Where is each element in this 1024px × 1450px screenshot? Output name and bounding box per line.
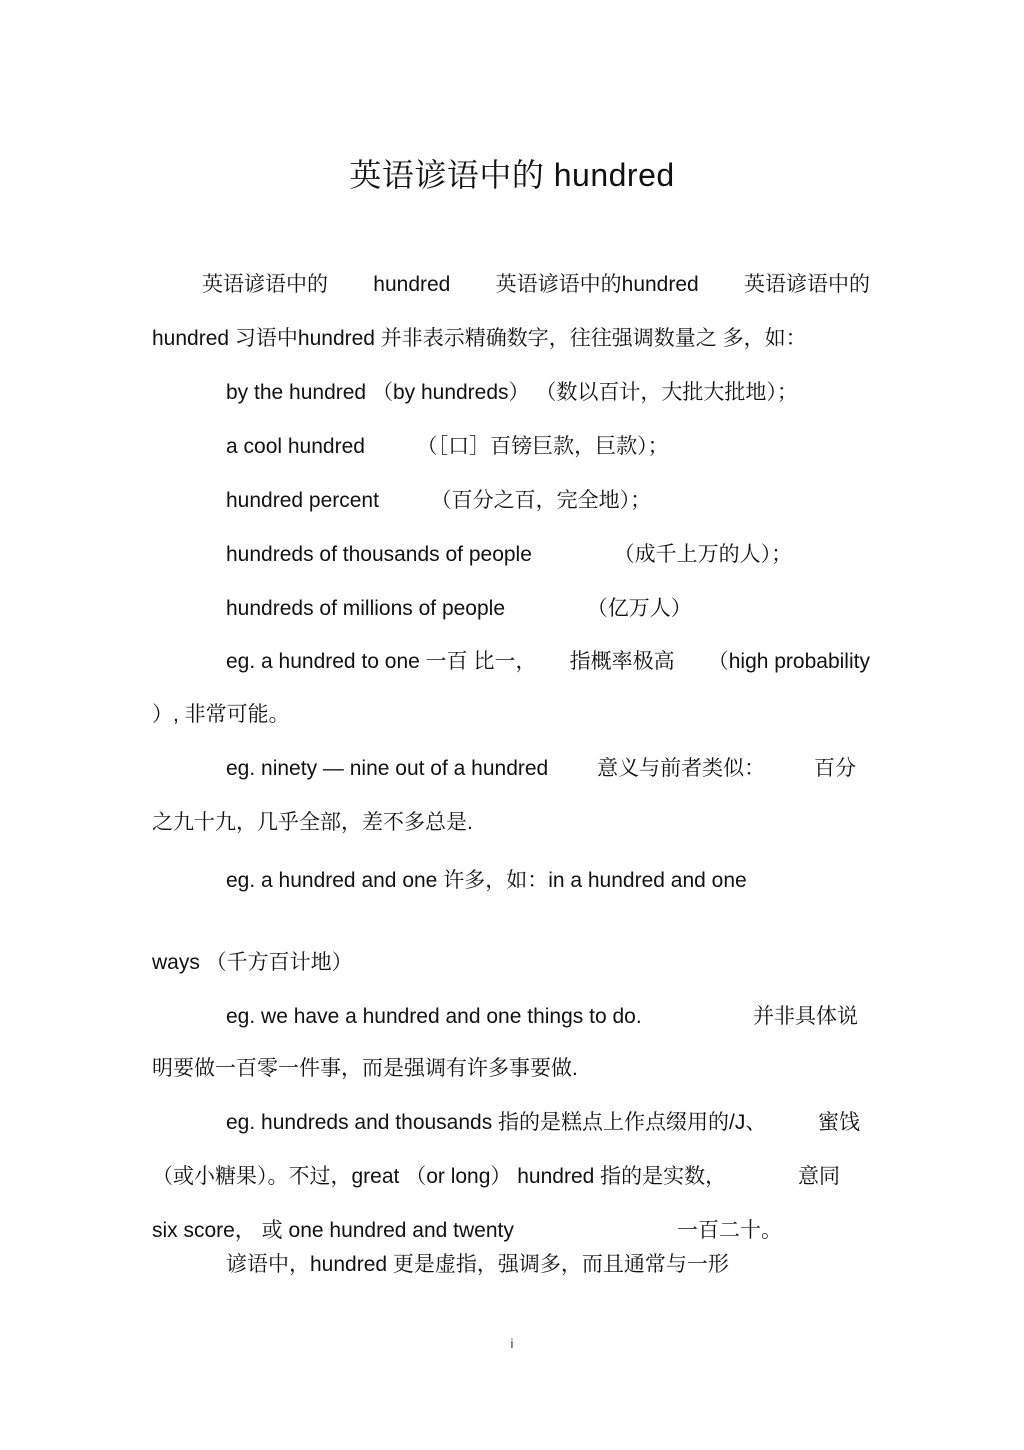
item-english: hundreds of millions of people (226, 597, 506, 620)
text-segment: 百分 (813, 757, 856, 780)
text-segment: six score， 或 one hundred and twenty (152, 1219, 514, 1242)
list-item (226, 382, 798, 403)
example-2-line-1 (226, 758, 856, 779)
example-5-line-3 (152, 1220, 782, 1241)
text-segment: 一百二十。 (677, 1219, 782, 1242)
text-segment: 英语谚语中的 (744, 273, 870, 296)
example-4-line-2: 明要做一百零一件事，而是强调有许多事要做. (152, 1057, 578, 1080)
text-segment: hundred (373, 273, 451, 296)
list-item (226, 436, 669, 457)
example-3-line-2: ways （千方百计地） (152, 951, 353, 974)
text-segment: eg. we have a hundred and one things to do. (226, 1005, 642, 1028)
example-1-line-1 (226, 651, 870, 672)
item-english: by the hundred （by hundreds） (226, 381, 530, 404)
example-5-line-4: 谚语中，hundred 更是虚指，强调多，而且通常与一形 (226, 1253, 729, 1276)
text-segment: 并非具体说 (753, 1005, 858, 1028)
text-segment: eg. ninety — nine out of a hundred (226, 757, 549, 780)
item-chinese: （亿万人） (586, 597, 692, 620)
example-2-line-2: 之九十九，几乎全部，差不多总是. (152, 811, 473, 834)
example-5-line-1 (226, 1112, 860, 1133)
item-english: a cool hundred (226, 435, 365, 458)
example-3-line-1: eg. a hundred and one 许多，如：in a hundred and one (226, 869, 747, 892)
list-item (226, 490, 651, 511)
item-chinese: （数以百计，大批大批地）； (535, 381, 798, 404)
text-segment: （或小糖果）。不过，great （or long） hundred 指的是实数， (152, 1165, 727, 1188)
text-segment: 意同 (798, 1165, 840, 1188)
page-number: i (510, 1336, 514, 1351)
paragraph-intro-line-2: hundred 习语中hundred 并非表示精确数字，往往强调数量之 多，如： (152, 327, 807, 350)
text-segment: 英语谚语中的 (202, 273, 328, 296)
item-chinese: （成千上万的人）； (613, 543, 793, 566)
paragraph-intro-line-1 (202, 274, 870, 295)
example-4-line-1 (226, 1006, 858, 1027)
list-item (226, 598, 692, 619)
text-segment: eg. hundreds and thousands 指的是糕点上作点缀用的/J、 (226, 1111, 767, 1134)
text-segment: （high probability (707, 650, 870, 673)
text-segment: 意义与前者类似： (597, 757, 766, 780)
item-english: hundred percent (226, 489, 379, 512)
text-segment: 蜜饯 (818, 1111, 860, 1134)
item-chinese: （百分之百，完全地）； (430, 489, 652, 512)
example-1-line-2: ）, 非常可能。 (152, 703, 290, 726)
list-item (226, 544, 792, 565)
item-english: hundreds of thousands of people (226, 543, 532, 566)
text-segment: eg. a hundred to one 一百 比一， (226, 650, 537, 673)
item-chinese: （［口］百镑巨款，巨款）； (416, 435, 669, 458)
text-segment: 指概率极高 (569, 650, 675, 673)
page-title: 英语谚语中的 hundred (349, 157, 675, 193)
example-5-line-2 (152, 1166, 840, 1187)
text-segment: 英语谚语中的hundred (495, 273, 699, 296)
